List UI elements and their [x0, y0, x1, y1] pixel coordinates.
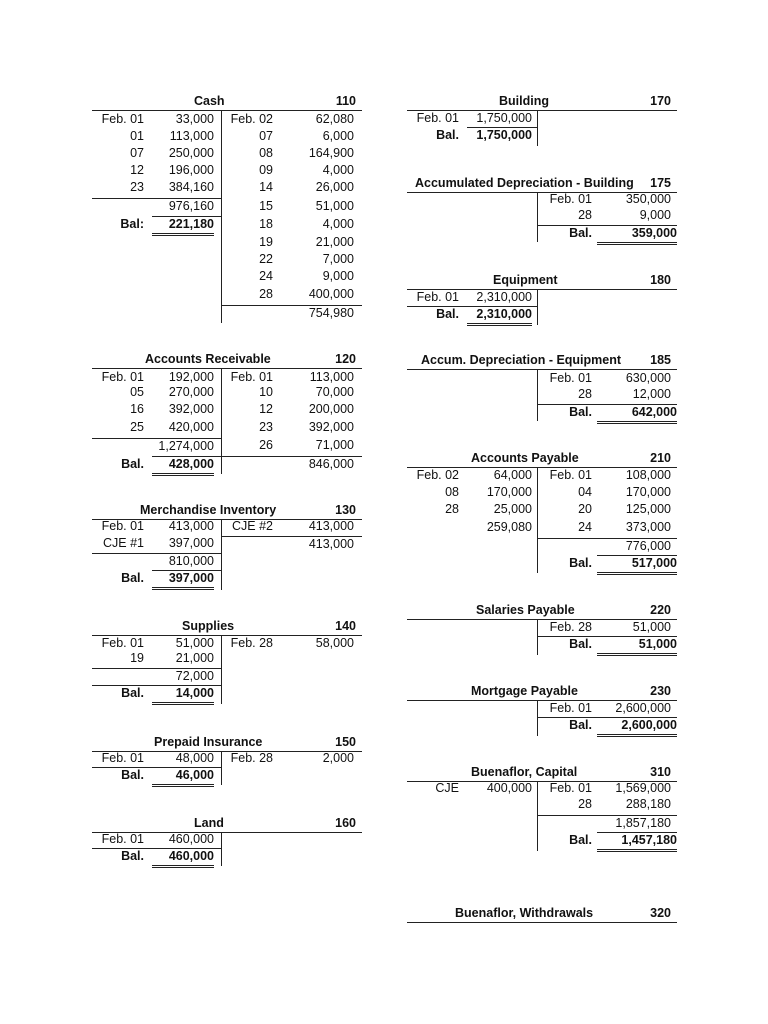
entry-amount: 392,000: [308, 420, 354, 434]
credit-total: 776,000: [625, 539, 671, 553]
entry-amount: 192,000: [168, 370, 214, 384]
account-buenaflor-capital: [407, 763, 677, 855]
entry-amount: 400,000: [486, 781, 532, 795]
balance-label: Bal.: [121, 849, 144, 863]
credit-total: 413,000: [308, 537, 354, 551]
balance-amount: 1,457,180: [597, 832, 677, 852]
account-header: [407, 601, 677, 619]
entry-date: 24: [259, 269, 273, 283]
account-title: Accum. Depreciation - Equipment: [421, 353, 622, 367]
entry-amount: 4,000: [322, 163, 354, 177]
entry-amount: 9,000: [322, 269, 354, 283]
entry-date: 14: [259, 180, 273, 194]
entry-amount: 25,000: [493, 502, 532, 516]
entry-amount: 51,000: [175, 636, 214, 650]
account-land: [92, 814, 362, 870]
entry-date: Feb. 02: [416, 468, 459, 482]
account-number: 120: [335, 352, 356, 366]
account-number: 110: [335, 94, 356, 108]
account-building: [407, 92, 677, 150]
entry-date: 28: [578, 387, 592, 401]
entry-date: 08: [445, 485, 459, 499]
t-center-line: [537, 700, 538, 736]
entry-amount: 58,000: [315, 636, 354, 650]
account-header: [92, 733, 362, 751]
balance-amount: 14,000: [152, 685, 214, 705]
entry-amount: 400,000: [308, 287, 354, 301]
entry-amount: 460,000: [168, 832, 214, 846]
account-header: [92, 92, 362, 110]
account-header: [407, 174, 677, 192]
account-number: 180: [650, 273, 671, 287]
entry-amount: 170,000: [486, 485, 532, 499]
account-header: [407, 682, 677, 700]
entry-date: Feb. 01: [416, 111, 459, 125]
entry-date: 09: [259, 163, 273, 177]
entry-date: 04: [578, 485, 592, 499]
entry-date: 10: [259, 385, 273, 399]
account-merchandise-inventory: [92, 501, 362, 596]
entry-amount: 26,000: [315, 180, 354, 194]
t-center-line: [221, 368, 222, 474]
account-number: 150: [335, 735, 356, 749]
balance-amount: 517,000: [597, 555, 677, 575]
account-title: Accounts Payable: [471, 451, 579, 465]
entry-date: CJE #2: [232, 519, 273, 533]
account-number: 140: [335, 619, 356, 633]
account-header: [407, 763, 677, 781]
entry-date: Feb. 01: [101, 751, 144, 765]
t-center-line: [537, 369, 538, 421]
entry-amount: 350,000: [625, 192, 671, 206]
entry-amount: 1,569,000: [615, 781, 671, 795]
t-center-line: [221, 110, 222, 323]
account-header: [407, 351, 677, 369]
entry-date: 18: [259, 217, 273, 231]
account-accounts-receivable: [92, 350, 362, 480]
t-center-line: [537, 192, 538, 242]
account-title: Supplies: [182, 619, 235, 633]
account-number: 220: [650, 603, 671, 617]
account-title: Merchandise Inventory: [140, 503, 277, 517]
entry-date: Feb. 01: [101, 636, 144, 650]
account-number: 170: [650, 94, 671, 108]
t-center-line: [537, 467, 538, 573]
entry-amount: 384,160: [168, 180, 214, 194]
entry-date: 24: [578, 520, 592, 534]
account-title: Land: [194, 816, 224, 830]
entry-date: 08: [259, 146, 273, 160]
entry-amount: 413,000: [168, 519, 214, 533]
entry-amount: 630,000: [625, 371, 671, 385]
account-number: 175: [650, 176, 671, 190]
entry-amount: 33,000: [175, 112, 214, 126]
entry-date: 05: [130, 385, 144, 399]
entry-amount: 113,000: [309, 370, 354, 384]
entry-date: 25: [130, 420, 144, 434]
entry-amount: 64,000: [493, 468, 532, 482]
credit-total: 1,857,180: [615, 816, 671, 830]
entry-date: Feb. 01: [549, 192, 592, 206]
account-number: 230: [650, 684, 671, 698]
account-number: 130: [335, 503, 356, 517]
account-header: [407, 271, 677, 289]
entry-date: Feb. 01: [416, 290, 459, 304]
entry-date: Feb. 01: [101, 112, 144, 126]
account-mortgage-payable: [407, 682, 677, 740]
entry-amount: 4,000: [322, 217, 354, 231]
entry-amount: 200,000: [308, 402, 354, 416]
entry-date: 28: [259, 287, 273, 301]
entry-date: 26: [259, 438, 273, 452]
entry-amount: 6,000: [322, 129, 354, 143]
entry-amount: 21,000: [315, 235, 354, 249]
credit-total: 754,980: [308, 306, 354, 320]
entry-date: Feb. 28: [549, 620, 592, 634]
t-top-line: [407, 922, 677, 923]
entry-amount: 113,000: [169, 129, 214, 143]
account-number: 310: [650, 765, 671, 779]
balance-label: Bal.: [436, 128, 459, 142]
account-title: Cash: [194, 94, 225, 108]
account-title: Accumulated Depreciation - Building: [415, 176, 634, 190]
entry-date: 01: [130, 129, 144, 143]
account-supplies: [92, 617, 362, 707]
account-header: [92, 501, 362, 519]
t-center-line: [221, 635, 222, 704]
entry-date: 19: [130, 651, 144, 665]
entry-date: CJE: [435, 781, 459, 795]
entry-amount: 270,000: [168, 385, 214, 399]
entry-amount: 196,000: [168, 163, 214, 177]
balance-label: Bal.: [569, 833, 592, 847]
account-title: Salaries Payable: [476, 603, 575, 617]
balance-amount: 359,000: [597, 225, 677, 245]
account-title: Mortgage Payable: [471, 684, 578, 698]
account-accumulated-depreciation-building: [407, 174, 677, 246]
account-buenaflor-withdrawals: [407, 904, 677, 928]
entry-date: 28: [445, 502, 459, 516]
entry-date: 07: [130, 146, 144, 160]
account-header: [92, 350, 362, 368]
entry-date: Feb. 01: [549, 371, 592, 385]
entry-date: Feb. 02: [230, 112, 273, 126]
account-header: [92, 617, 362, 635]
entry-date: 07: [259, 129, 273, 143]
account-header: [407, 449, 677, 467]
entry-amount: 12,000: [632, 387, 671, 401]
debit-total: 1,274,000: [158, 439, 214, 453]
entry-date: Feb. 28: [230, 636, 273, 650]
entry-amount: 413,000: [308, 519, 354, 533]
entry-amount: 164,900: [308, 146, 354, 160]
account-number: 320: [650, 906, 671, 920]
entry-date: 23: [130, 180, 144, 194]
balance-label: Bal.: [569, 226, 592, 240]
entry-date: Feb. 01: [549, 781, 592, 795]
account-header: [407, 92, 677, 110]
entry-amount: 48,000: [175, 751, 214, 765]
entry-amount: 1,750,000: [476, 111, 532, 125]
balance-label: Bal.: [569, 637, 592, 651]
entry-amount: 62,080: [315, 112, 354, 126]
entry-date: 16: [130, 402, 144, 416]
entry-date: Feb. 01: [230, 370, 273, 384]
entry-date: Feb. 01: [549, 701, 592, 715]
entry-date: 28: [578, 208, 592, 222]
credit-total: 846,000: [308, 457, 354, 471]
account-number: 185: [650, 353, 671, 367]
balance-amount: 1,750,000: [476, 128, 532, 142]
balance-amount: 46,000: [152, 767, 214, 787]
balance-label: Bal.: [569, 718, 592, 732]
entry-amount: 170,000: [625, 485, 671, 499]
t-center-line: [221, 832, 222, 866]
entry-amount: 420,000: [168, 420, 214, 434]
entry-amount: 51,000: [632, 620, 671, 634]
account-title: Buenaflor, Capital: [471, 765, 578, 779]
account-accum-depreciation-equipment: [407, 351, 677, 425]
debit-total: 259,080: [486, 520, 532, 534]
entry-amount: 2,600,000: [615, 701, 671, 715]
balance-label: Bal.: [569, 405, 592, 419]
account-cash: [92, 92, 362, 332]
debit-total: 810,000: [168, 554, 214, 568]
account-header: [92, 814, 362, 832]
debit-total: 72,000: [175, 669, 214, 683]
account-equipment: [407, 271, 677, 329]
balance-amount: 51,000: [597, 636, 677, 656]
balance-label: Bal.: [121, 686, 144, 700]
entry-amount: 250,000: [168, 146, 214, 160]
account-number: 160: [335, 816, 356, 830]
entry-date: 28: [578, 797, 592, 811]
entry-amount: 288,180: [625, 797, 671, 811]
debit-total: 976,160: [168, 199, 214, 213]
balance-amount: 2,600,000: [597, 717, 677, 737]
balance-amount: 397,000: [152, 570, 214, 590]
entry-amount: 125,000: [625, 502, 671, 516]
entry-date: Feb. 28: [230, 751, 273, 765]
entry-date: CJE #1: [103, 536, 144, 550]
balance-label: Bal.: [121, 571, 144, 585]
entry-amount: 9,000: [639, 208, 671, 222]
entry-date: 23: [259, 420, 273, 434]
entry-date: Feb. 01: [101, 370, 144, 384]
balance-amount: 642,000: [597, 404, 677, 424]
balance-label: Bal.: [121, 457, 144, 471]
entry-date: 22: [259, 252, 273, 266]
account-title: Prepaid Insurance: [154, 735, 263, 749]
t-center-line: [537, 781, 538, 851]
t-center-line: [221, 519, 222, 590]
t-center-line: [537, 289, 538, 325]
account-salaries-payable: [407, 601, 677, 659]
entry-amount: 2,310,000: [476, 290, 532, 304]
balance-label: Bal:: [120, 217, 144, 231]
entry-date: 20: [578, 502, 592, 516]
account-accounts-payable: [407, 449, 677, 577]
account-title: Equipment: [493, 273, 558, 287]
balance-amount: 2,310,000: [467, 306, 532, 326]
entry-amount: 21,000: [175, 651, 214, 665]
account-title: Accounts Receivable: [145, 352, 271, 366]
entry-date: 12: [130, 163, 144, 177]
balance-label: Bal.: [436, 307, 459, 321]
account-title: Building: [499, 94, 549, 108]
account-number: 210: [650, 451, 671, 465]
entry-date: Feb. 01: [101, 832, 144, 846]
account-prepaid-insurance: [92, 733, 362, 789]
balance-label: Bal.: [569, 556, 592, 570]
entry-amount: 373,000: [625, 520, 671, 534]
entry-date: Feb. 01: [101, 519, 144, 533]
balance-amount: 460,000: [152, 848, 214, 868]
balance-amount: 428,000: [152, 456, 214, 476]
entry-amount: 51,000: [315, 199, 354, 213]
account-header: [407, 904, 677, 922]
t-center-line: [537, 619, 538, 655]
entry-date: 15: [259, 199, 273, 213]
t-center-line: [537, 110, 538, 146]
t-center-line: [221, 751, 222, 785]
account-title: Buenaflor, Withdrawals: [455, 906, 594, 920]
balance-label: Bal.: [121, 768, 144, 782]
entry-date: 19: [259, 235, 273, 249]
entry-amount: 108,000: [625, 468, 671, 482]
entry-amount: 71,000: [315, 438, 354, 452]
entry-amount: 392,000: [168, 402, 214, 416]
balance-amount: 221,180: [152, 216, 214, 236]
entry-amount: 397,000: [168, 536, 214, 550]
entry-amount: 7,000: [322, 252, 354, 266]
entry-date: 12: [259, 402, 273, 416]
entry-amount: 70,000: [315, 385, 354, 399]
entry-amount: 2,000: [322, 751, 354, 765]
entry-date: Feb. 01: [549, 468, 592, 482]
